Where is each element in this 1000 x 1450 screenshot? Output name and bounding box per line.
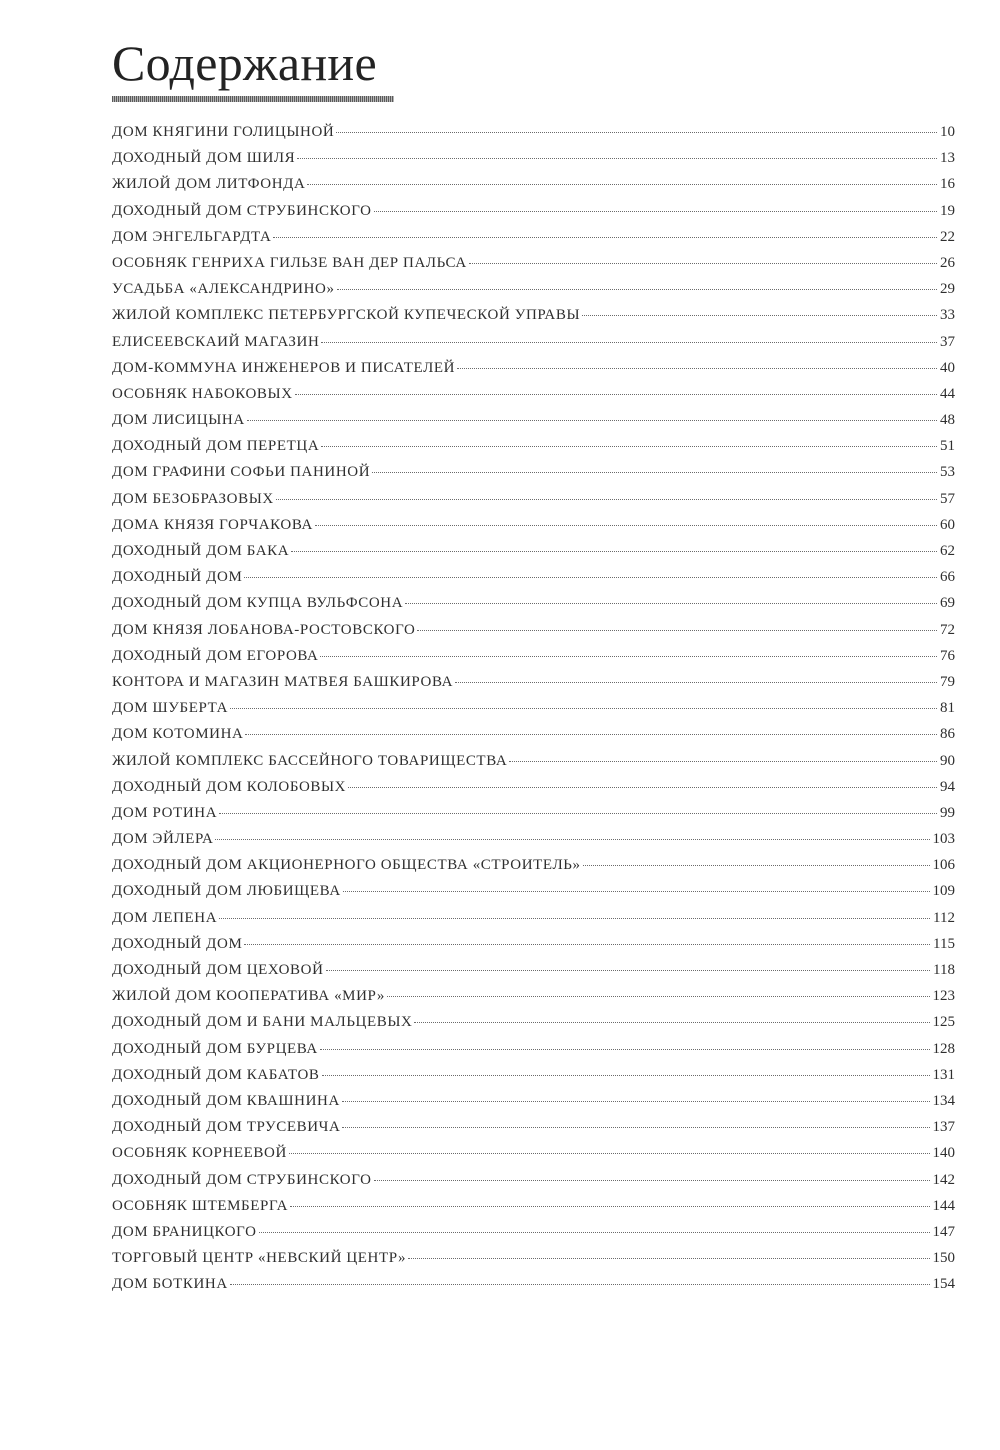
toc-entry-title: ДОХОДНЫЙ ДОМ СТРУБИНСКОГО <box>112 202 372 219</box>
toc-entry-title: ДОХОДНЫЙ ДОМ ПЕРЕТЦА <box>112 438 320 455</box>
table-of-contents <box>112 124 955 1302</box>
toc-entry-page-number: 134 <box>932 1092 955 1109</box>
dot-leader <box>582 314 937 316</box>
toc-entry-title: ТОРГОВЫЙ ЦЕНТР «НЕВСКИЙ ЦЕНТР» <box>112 1250 407 1267</box>
toc-entry-page-number: 131 <box>932 1066 955 1083</box>
dot-leader <box>219 917 930 919</box>
toc-entry-page-number: 33 <box>940 307 955 324</box>
dot-leader <box>219 812 937 814</box>
toc-entry[interactable] <box>112 543 955 569</box>
toc-entry-title: ДОМ ЭЙЛЕРА <box>112 831 214 848</box>
toc-entry[interactable] <box>112 726 955 752</box>
dot-leader <box>247 419 937 421</box>
toc-entry[interactable] <box>112 988 955 1014</box>
dot-leader <box>321 445 937 447</box>
toc-entry-title: ДОМ ЭНГЕЛЬГАРДТА <box>112 228 272 245</box>
dot-leader <box>417 629 937 631</box>
dot-leader <box>583 864 930 866</box>
dot-leader <box>259 1231 930 1233</box>
dot-leader <box>230 1283 930 1285</box>
toc-entry-title: ДОМ РОТИНА <box>112 804 218 821</box>
toc-entry[interactable] <box>112 805 955 831</box>
toc-entry[interactable] <box>112 124 955 150</box>
toc-entry[interactable] <box>112 1041 955 1067</box>
toc-entry-title: ДОХОДНЫЙ ДОМ АКЦИОНЕРНОГО ОБЩЕСТВА «СТРОИТЕЛЬ» <box>112 857 581 874</box>
toc-entry-page-number: 90 <box>940 752 955 769</box>
dot-leader <box>322 1074 930 1076</box>
toc-entry-page-number: 115 <box>933 935 955 952</box>
toc-entry-page-number: 140 <box>932 1145 955 1162</box>
toc-entry-page-number: 16 <box>940 176 955 193</box>
toc-entry[interactable] <box>112 883 955 909</box>
dot-leader <box>245 733 937 735</box>
toc-entry[interactable] <box>112 700 955 726</box>
toc-entry-page-number: 144 <box>932 1197 955 1214</box>
dot-leader <box>372 471 937 473</box>
toc-entry-page-number: 26 <box>940 254 955 271</box>
dot-leader <box>342 1100 930 1102</box>
toc-entry-title: ЖИЛОЙ КОМПЛЕКС ПЕТЕРБУРГСКОЙ КУПЕЧЕСКОЙ УПРАВЫ <box>112 307 581 324</box>
toc-entry[interactable] <box>112 464 955 490</box>
toc-entry-title: ДОХОДНЫЙ ДОМ ЦЕХОВОЙ <box>112 962 324 978</box>
dot-leader <box>457 367 937 369</box>
toc-entry-title: ДОХОДНЫЙ ДОМ КВАШНИНА <box>112 1092 340 1109</box>
dot-leader <box>295 393 937 395</box>
toc-entry-title: ОСОБНЯК ШТЕМБЕРГА <box>112 1197 289 1214</box>
toc-entry-page-number: 37 <box>940 333 955 350</box>
toc-entry-page-number: 29 <box>940 281 955 298</box>
dot-leader <box>215 838 929 840</box>
toc-entry-page-number: 150 <box>932 1250 955 1267</box>
toc-entry-title: ДОХОДНЫЙ ДОМ ЕГОРОВА <box>112 647 319 664</box>
dot-leader <box>408 1257 929 1259</box>
toc-entry-title: ДОМ-КОММУНА ИНЖЕНЕРОВ И ПИСАТЕЛЕЙ <box>112 359 456 376</box>
dot-leader <box>348 786 937 788</box>
toc-entry-page-number: 128 <box>932 1040 955 1057</box>
dot-leader <box>455 681 937 683</box>
toc-entry-page-number: 22 <box>940 228 955 245</box>
toc-entry-page-number: 125 <box>932 1014 955 1031</box>
toc-entry-page-number: 154 <box>932 1276 955 1293</box>
toc-entry-page-number: 72 <box>940 621 955 638</box>
toc-entry-page-number: 81 <box>940 700 955 717</box>
toc-entry[interactable] <box>112 1014 955 1040</box>
dot-leader <box>315 524 937 526</box>
dot-leader <box>276 498 937 500</box>
toc-entry-page-number: 19 <box>940 202 955 219</box>
toc-entry[interactable] <box>112 438 955 464</box>
dot-leader <box>405 602 937 604</box>
toc-entry[interactable] <box>112 674 955 700</box>
toc-entry[interactable] <box>112 962 955 988</box>
dot-leader <box>469 262 937 264</box>
toc-entry[interactable] <box>112 936 955 962</box>
toc-entry[interactable] <box>112 1276 955 1302</box>
toc-entry-page-number: 137 <box>932 1119 955 1136</box>
toc-entry-title: ОСОБНЯК ГЕНРИХА ГИЛЬЗЕ ВАН ДЕР ПАЛЬСА <box>112 254 467 271</box>
toc-entry-title: ДОХОДНЫЙ ДОМ СТРУБИНСКОГО <box>112 1171 372 1188</box>
toc-entry-title: ЖИЛОЙ ДОМ ЛИТФОНДА <box>112 176 306 193</box>
toc-entry-title: ЕЛИСЕЕВСКАИЙ МАГАЗИН <box>112 333 320 350</box>
toc-entry-title: ДОМ КОТОМИНА <box>112 726 244 743</box>
toc-entry-title: ДОХОДНЫЙ ДОМ <box>112 935 243 952</box>
toc-entry-title: ДОМ ЛИСИЦЫНА <box>112 412 245 429</box>
toc-entry-title: КОНТОРА И МАГАЗИН МАТВЕЯ БАШКИРОВА <box>112 673 454 690</box>
toc-entry[interactable] <box>112 1198 955 1224</box>
toc-entry[interactable] <box>112 1067 955 1093</box>
toc-entry[interactable] <box>112 491 955 517</box>
title-underline <box>112 96 394 102</box>
toc-entry[interactable] <box>112 176 955 202</box>
toc-entry-title: ДОХОДНЫЙ ДОМ <box>112 569 243 586</box>
toc-entry[interactable] <box>112 1145 955 1171</box>
toc-entry-title: ДОХОДНЫЙ ДОМ КАБАТОВ <box>112 1066 320 1083</box>
toc-entry-page-number: 40 <box>940 359 955 376</box>
toc-entry[interactable] <box>112 1119 955 1145</box>
toc-entry-title: ДОХОДНЫЙ ДОМ БАКА <box>112 543 290 559</box>
toc-entry[interactable] <box>112 255 955 281</box>
toc-entry-title: УСАДЬБА «АЛЕКСАНДРИНО» <box>112 281 335 298</box>
dot-leader <box>374 210 937 212</box>
toc-entry[interactable] <box>112 150 955 176</box>
toc-entry-title: ДОХОДНЫЙ ДОМ ШИЛЯ <box>112 150 296 167</box>
dot-leader <box>509 760 937 762</box>
toc-entry[interactable] <box>112 307 955 333</box>
toc-entry[interactable] <box>112 595 955 621</box>
toc-entry[interactable] <box>112 334 955 360</box>
dot-leader <box>374 1179 930 1181</box>
toc-entry-page-number: 44 <box>940 385 955 402</box>
toc-entry-page-number: 99 <box>940 804 955 821</box>
dot-leader <box>291 550 937 552</box>
toc-entry-page-number: 103 <box>932 831 955 848</box>
page-title: Содержание <box>112 35 377 91</box>
dot-leader <box>337 288 937 290</box>
toc-entry[interactable] <box>112 779 955 805</box>
toc-entry-page-number: 48 <box>940 412 955 429</box>
toc-entry-page-number: 94 <box>940 778 955 795</box>
toc-entry-title: ДОХОДНЫЙ ДОМ И БАНИ МАЛЬЦЕВЫХ <box>112 1014 413 1031</box>
toc-entry[interactable] <box>112 910 955 936</box>
toc-entry-page-number: 106 <box>932 857 955 874</box>
dot-leader <box>320 655 937 657</box>
toc-entry-title: ЖИЛОЙ КОМПЛЕКС БАССЕЙНОГО ТОВАРИЩЕСТВА <box>112 752 508 769</box>
toc-entry-page-number: 109 <box>932 883 955 900</box>
toc-entry-page-number: 147 <box>932 1223 955 1240</box>
toc-entry[interactable] <box>112 229 955 255</box>
toc-entry-page-number: 66 <box>940 569 955 586</box>
dot-leader <box>289 1152 930 1154</box>
toc-entry-page-number: 57 <box>940 490 955 507</box>
toc-entry-title: ДОМ ШУБЕРТА <box>112 700 229 717</box>
dot-leader <box>387 995 930 997</box>
toc-entry[interactable] <box>112 831 955 857</box>
toc-entry-page-number: 60 <box>940 516 955 533</box>
toc-entry-title: ДОХОДНЫЙ ДОМ ТРУСЕВИЧА <box>112 1119 341 1136</box>
toc-entry-title: ДОХОДНЫЙ ДОМ ЛЮБИЩЕВА <box>112 883 341 900</box>
dot-leader <box>307 183 937 185</box>
toc-entry-page-number: 79 <box>940 673 955 690</box>
toc-entry-title: ДОМА КНЯЗЯ ГОРЧАКОВА <box>112 516 313 533</box>
toc-entry-title: ДОМ БЕЗОБРАЗОВЫХ <box>112 490 274 507</box>
toc-entry-page-number: 62 <box>940 543 955 559</box>
toc-entry[interactable] <box>112 857 955 883</box>
toc-entry-page-number: 76 <box>940 647 955 664</box>
toc-entry-title: ДОХОДНЫЙ ДОМ БУРЦЕВА <box>112 1040 318 1057</box>
toc-entry[interactable] <box>112 281 955 307</box>
toc-entry[interactable] <box>112 1093 955 1119</box>
dot-leader <box>321 341 937 343</box>
toc-entry-page-number: 69 <box>940 595 955 612</box>
toc-entry[interactable] <box>112 386 955 412</box>
toc-entry-title: ДОХОДНЫЙ ДОМ КОЛОБОВЫХ <box>112 778 347 795</box>
toc-entry-page-number: 53 <box>940 464 955 481</box>
toc-entry[interactable] <box>112 648 955 674</box>
toc-entry[interactable] <box>112 1224 955 1250</box>
toc-entry[interactable] <box>112 412 955 438</box>
dot-leader <box>414 1021 929 1023</box>
toc-entry-page-number: 112 <box>933 909 955 926</box>
dot-leader <box>244 943 930 945</box>
toc-entry-page-number: 10 <box>940 124 955 140</box>
dot-leader <box>290 1205 929 1207</box>
toc-entry-title: ДОМ БОТКИНА <box>112 1276 228 1293</box>
toc-entry-page-number: 51 <box>940 438 955 455</box>
toc-entry[interactable] <box>112 569 955 595</box>
dot-leader <box>336 131 937 133</box>
dot-leader <box>273 236 937 238</box>
toc-entry[interactable] <box>112 517 955 543</box>
toc-entry-title: ДОМ ГРАФИНИ СОФЬИ ПАНИНОЙ <box>112 464 371 481</box>
toc-entry-title: ДОХОДНЫЙ ДОМ КУПЦА ВУЛЬФСОНА <box>112 595 404 612</box>
toc-entry-page-number: 142 <box>932 1171 955 1188</box>
toc-entry[interactable] <box>112 753 955 779</box>
toc-entry-page-number: 123 <box>932 988 955 1005</box>
toc-entry[interactable] <box>112 1250 955 1276</box>
toc-entry-title: ДОМ КНЯЗЯ ЛОБАНОВА-РОСТОВСКОГО <box>112 621 416 638</box>
dot-leader <box>326 969 931 971</box>
dot-leader <box>244 576 937 578</box>
dot-leader <box>342 1126 929 1128</box>
dot-leader <box>320 1048 930 1050</box>
toc-entry-page-number: 86 <box>940 726 955 743</box>
toc-entry[interactable] <box>112 203 955 229</box>
toc-entry-title: ОСОБНЯК НАБОКОВЫХ <box>112 385 293 402</box>
toc-entry-page-number: 118 <box>933 962 955 978</box>
dot-leader <box>230 707 937 709</box>
toc-entry-title: ДОМ БРАНИЦКОГО <box>112 1223 257 1240</box>
toc-entry-title: ОСОБНЯК КОРНЕЕВОЙ <box>112 1145 287 1162</box>
dot-leader <box>297 157 937 159</box>
dot-leader <box>343 890 930 892</box>
toc-entry-title: ДОМ ЛЕПЕНА <box>112 909 218 926</box>
toc-entry[interactable] <box>112 622 955 648</box>
toc-entry-page-number: 13 <box>940 150 955 167</box>
toc-entry-title: ДОМ КНЯГИНИ ГОЛИЦЫНОЙ <box>112 124 335 140</box>
toc-entry[interactable] <box>112 1172 955 1198</box>
toc-entry-title: ЖИЛОЙ ДОМ КООПЕРАТИВА «МИР» <box>112 988 385 1005</box>
toc-entry[interactable] <box>112 360 955 386</box>
